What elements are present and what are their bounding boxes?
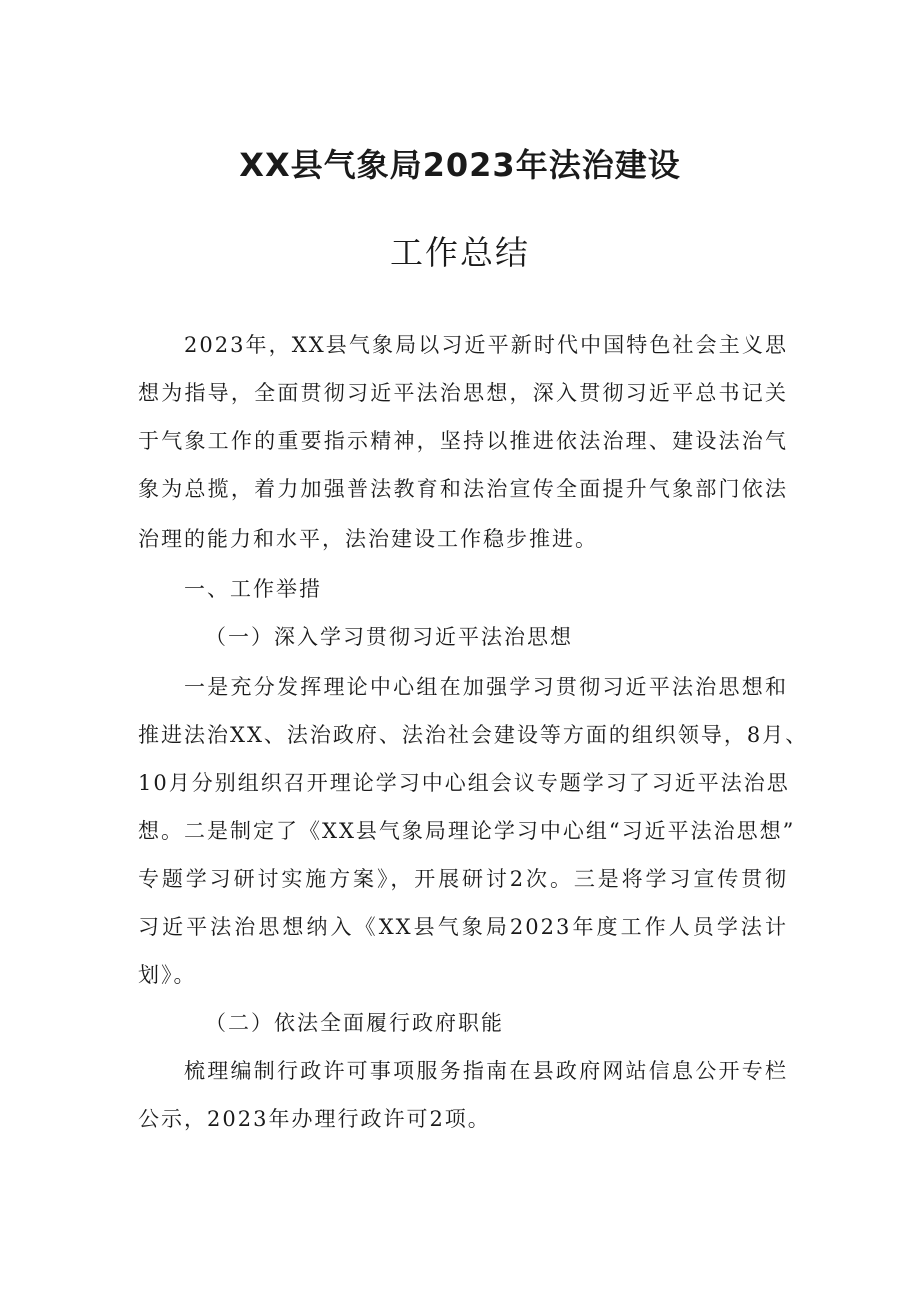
subsection-heading: （二）依法全面履行政府职能	[205, 1011, 504, 1035]
document-title-line-2: 工作总结	[390, 233, 530, 272]
subsection-heading: （一）深入学习贯彻习近平法治思想	[205, 625, 573, 649]
body-line: 专题学习研讨实施方案》，开展研讨2次。三是将学习宣传贯彻	[138, 867, 788, 891]
section-heading: 一、工作举措	[184, 577, 322, 601]
intro-line: 2023年，XX县气象局以习近平新时代中国特色社会主义思	[184, 333, 788, 357]
body-line: 一是充分发挥理论中心组在加强学习贯彻习近平法治思想和	[184, 675, 788, 699]
document-title-line-1: XX县气象局2023年法治建设	[239, 146, 681, 184]
body-line: 想。二是制定了《XX县气象局理论学习中心组“习近平法治思想”	[138, 819, 796, 843]
body-line: 10月分别组织召开理论学习中心组会议专题学习了习近平法治思	[138, 771, 790, 795]
body-line: 习近平法治思想纳入《XX县气象局2023年度工作人员学法计	[138, 915, 788, 939]
intro-line: 治理的能力和水平，法治建设工作稳步推进。	[138, 527, 598, 551]
intro-line: 于气象工作的重要指示精神，坚持以推进依法治理、建设法治气	[138, 429, 788, 453]
body-line: 划》。	[138, 963, 197, 987]
intro-line: 想为指导，全面贯彻习近平法治思想，深入贯彻习近平总书记关	[138, 381, 788, 405]
body-line: 梳理编制行政许可事项服务指南在县政府网站信息公开专栏	[184, 1059, 788, 1083]
intro-line: 象为总揽，着力加强普法教育和法治宣传全面提升气象部门依法	[138, 477, 788, 501]
body-line: 推进法治XX、法治政府、法治社会建设等方面的组织领导，8月、	[138, 723, 809, 747]
body-line: 公示，2023年办理行政许可2项。	[138, 1107, 491, 1131]
